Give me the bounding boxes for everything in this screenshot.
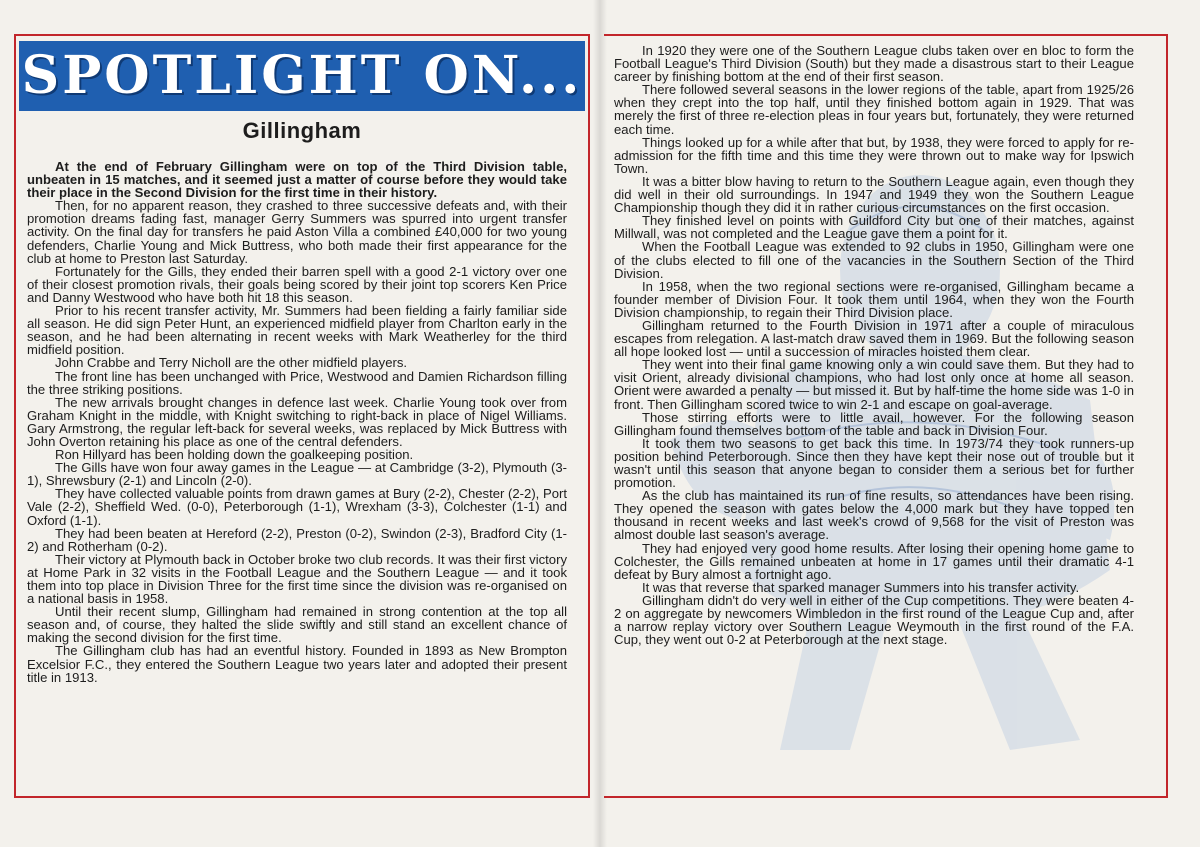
paragraph: Prior to his recent transfer activity, Mr. Summers had been fielding a fairly familiar side all season. He did sign Peter Hunt, an experienced midfield player from Charlton early in the season, and he had been alternating in recent weeks with Mark Weatherley for the third midfield position.: [27, 303, 567, 358]
paragraph: The new arrivals brought changes in defence last week. Charlie Young took over from Graham Knight in the middle, with Knight switching to right-back in place of Nigel Williams. Gary Armstrong, the regular left-back for several weeks, was replaced by Mick Buttress with John Overton retaining his place as one of the central defenders.: [27, 394, 567, 449]
right-column: [614, 44, 1134, 646]
paragraph: They had been beaten at Hereford (2-2), Preston (0-2), Swindon (2-3), Bradford City (1-2) and Rotherham (0-2).: [27, 525, 567, 554]
paragraph: In 1958, when the two regional sections were re-organised, Gillingham became a founder member of Division Four. It took them until 1964, when they won the Fourth Division championship, to regain their Third Division place.: [614, 278, 1134, 320]
paragraph: Ron Hillyard has been holding down the goalkeeping position.: [55, 447, 414, 463]
paragraph: As the club has maintained its run of fine results, so attendances have been rising. They opened the season with gates below the 4,000 mark but they have topped ten thousand in recent weeks and last week's crowd of 9,568 for the visit of Preston was almost double last season's average.: [614, 488, 1134, 543]
left-column: [27, 160, 567, 684]
paragraph: Fortunately for the Gills, they ended their barren spell with a good 2-1 victory over one of their closest promotion rivals, their goals being scored by their joint top scorers Ken Price and Danny Westwood who have both hit 18 this season.: [27, 263, 567, 305]
paragraph: Gillingham returned to the Fourth Division in 1971 after a couple of miraculous escapes from relegation. A last-match draw saved them in 1969. But the following season all hope looked lost — until a succession of miracles hoisted them clear.: [614, 317, 1134, 360]
paragraph: There followed several seasons in the lower regions of the table, apart from 1925/26 when they crept into the top half, until they finished bottom again in 1929. That was merely the first of three re-election pleas in four years but, fortunately, they were returned each time.: [614, 82, 1134, 137]
paragraph: Things looked up for a while after that but, by 1938, they were forced to apply for re-admission for the fifth time and this time they were thrown out to make way for Ipswich Town.: [614, 134, 1134, 176]
paragraph: It was a bitter blow having to return to the Southern League again, even though they did well in their old surroundings. In 1947 and 1949 they won the Southern League Championship though they did it in rather curious circumstances on the first occasion.: [614, 173, 1134, 216]
paragraph: Until their recent slump, Gillingham had remained in strong contention at the top all season and, of course, they halted the slide swiftly and still stand an excellent chance of making the second division for the first time.: [27, 604, 567, 646]
paragraph: They had enjoyed very good home results. After losing their opening home game to Colchester, the Gills remained unbeaten at home in 17 games until their dramatic 4-1 defeat by Bury almost a fortnight ago.: [614, 540, 1134, 582]
article-title: Gillingham: [242, 118, 362, 143]
paragraph: It took them two seasons to get back this time. In 1973/74 they took runners-up position behind Peterborough. Since then they have kept their nose out of trouble but it wasn't until this season that anyone began to consider them a serious bet for further promotion.: [614, 435, 1134, 491]
paragraph: They have collected valuable points from drawn games at Bury (2-2), Chester (2-2), Port Vale (2-2), Sheffield Wed. (0-0), Peterborough (1-1), Wrexham (3-3), Colchester (1-1) and Oxford (1-1).: [27, 486, 567, 528]
paragraph: The front line has been unchanged with Price, Westwood and Damien Richardson filling the three striking positions.: [27, 368, 567, 397]
paragraph: The Gills have won four away games in the League — at Cambridge (3-2), Plymouth (3-1), Shrewsbury (2-1) and Lincoln (2-0).: [27, 460, 567, 489]
paragraph: When the Football League was extended to 92 clubs in 1950, Gillingham were one of the clubs elected to fill one of the vacancies in the Southern Section of the Third Division.: [614, 239, 1134, 281]
lead-paragraph: At the end of February Gillingham were on top of the Third Division table, unbeaten in 15 matches, and it seemed just a matter of course before they would take their place in the Second Division for the first time in their history.: [27, 159, 567, 201]
paragraph: The Gillingham club has had an eventful history. Founded in 1893 as New Brompton Excelsior F.C., they entered the Southern League two years later and adopted their present title in 1913.: [27, 643, 567, 685]
paragraph: They went into their final game knowing only a win could save them. But they had to visit Orient, already divisional champions, who had lost only once at home all season. Orient were awarded a penalty — but missed it. But by half-time the home side was 1-0 in front. Then Gillingham scored twice to win 2-1 and escape on goal-average.: [614, 357, 1134, 412]
paragraph: Then, for no apparent reason, they crashed to three successive defeats and, with their promotion dreams fading fast, manager Gerry Summers was spurred into urgent transfer activity. On the final day for transfers he paid Aston Villa a combined £40,000 for two young defenders, Charlie Young and Mick Buttress, who both made their first appearance for the club at home to Preston last Saturday.: [27, 198, 567, 266]
paragraph: John Crabbe and Terry Nicholl are the other midfield players.: [55, 355, 408, 371]
paragraph: Those stirring efforts were to little avail, however. For the following season Gillingham found themselves bottom of the table and back in Division Four.: [614, 409, 1134, 438]
banner-title: SPOTLIGHT ON...: [21, 45, 583, 106]
paragraph: Gillingham didn't do very well in either of the Cup competitions. They were beaten 4-2 on aggregate by newcomers Wimbledon in the first round of the League Cup and, after a narrow replay victory over Southern League Weymouth in the first round of the F.A. Cup, they went out 0-2 at Peterborough at the next stage.: [614, 592, 1134, 648]
spotlight-banner: [19, 41, 585, 111]
paragraph: Their victory at Plymouth back in October broke two club records. It was their first victory at Home Park in 32 visits in the Football League and the Southern League — and it took them into top place in Division Three for the first time since the division was re-organised on a national basis in 1958.: [27, 551, 567, 607]
paragraph: They finished level on points with Guildford City but one of their matches, against Millwall, was not completed and the League gave them a point for it.: [614, 213, 1134, 242]
paragraph: In 1920 they were one of the Southern League clubs taken over en bloc to form the Football League's Third Division (South) but they made a disastrous start to their League career by finishing bottom at the end of their first season.: [614, 43, 1134, 85]
paragraph: It was that reverse that sparked manager Summers into his transfer activity.: [642, 579, 1080, 595]
